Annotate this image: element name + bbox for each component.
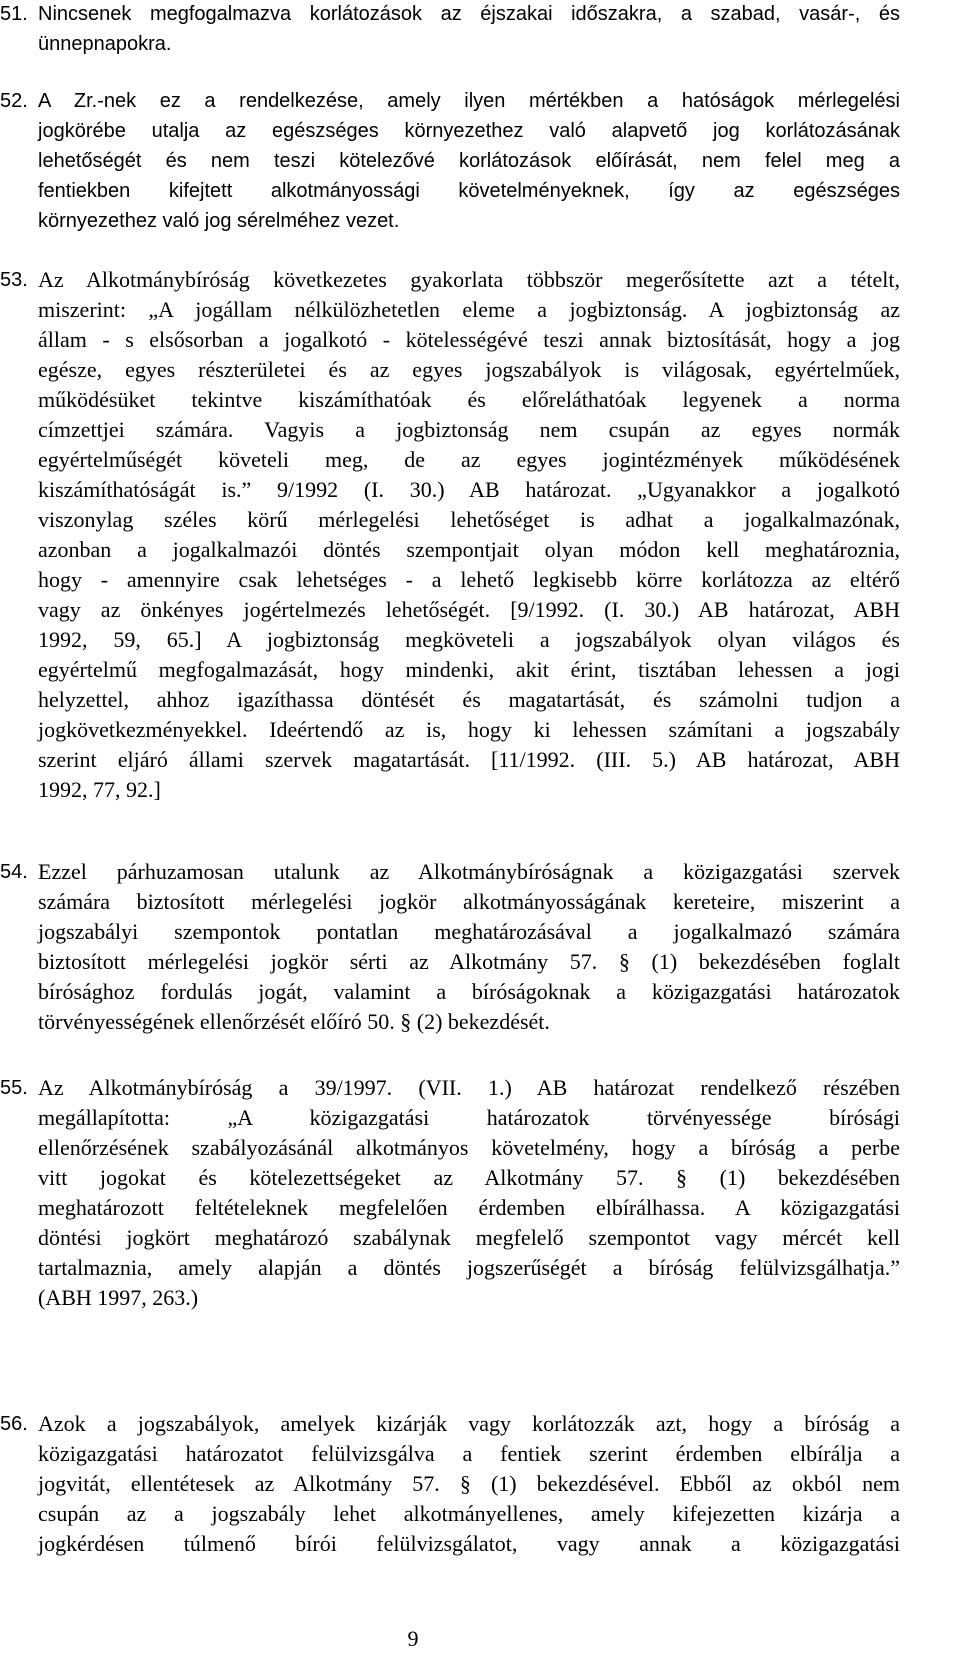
text-line: miszerint: „A jogállam nélkülözhetetlen eleme a jogbiztonság. A jogbiztonság az xyxy=(38,297,900,322)
text-line: egésze, egyes részterületei és az egyes jogszabályok is világosak, egyértelműek, xyxy=(38,357,900,382)
text-line: vagy az önkényes jogértelmezés lehetőségét. [9/1992. (I. 30.) AB határozat, ABH xyxy=(38,597,900,622)
text-line: hogy - amennyire csak lehetséges - a lehető legkisebb körre korlátozza az eltérő xyxy=(38,567,900,592)
text-line: kiszámíthatóságát is.” 9/1992 (I. 30.) AB határozat. „Ugyanakkor a jogalkotó xyxy=(38,477,900,502)
text-line: 1992, 59, 65.] A jogbiztonság megköveteli a jogszabályok olyan világos és xyxy=(38,627,900,652)
text-line: döntési jogkört meghatározó szabálynak megfelelő szempontot vagy mércét kell xyxy=(38,1225,900,1250)
text-line: állam - s elsősorban a jogalkotó - kötelességévé teszi annak biztosítását, hogy a jog xyxy=(38,327,900,352)
text-line: jogszabályi szempontok pontatlan meghatározásával a jogalkalmazó számára xyxy=(38,919,900,944)
paragraph-55 xyxy=(0,1073,900,1313)
text-line: ellenőrzésének szabályozásánál alkotmányos követelmény, hogy a bíróság a perbe xyxy=(38,1135,900,1160)
paragraph-number: 55. xyxy=(0,1077,28,1099)
text-line: címzettjei számára. Vagyis a jogbiztonság nem csupán az egyes normák xyxy=(38,417,900,442)
text-line: biztosított mérlegelési jogkör sérti az Alkotmány 57. § (1) bekezdésében foglalt xyxy=(38,949,900,974)
text-line: jogvitát, ellentétesek az Alkotmány 57. § (1) bekezdésével. Ebből az okból nem xyxy=(38,1471,900,1496)
text-line: Ezzel párhuzamosan utalunk az Alkotmánybíróságnak a közigazgatási szervek xyxy=(38,859,900,884)
text-line: A Zr.-nek ez a rendelkezése, amely ilyen mértékben a hatóságok mérlegelési xyxy=(38,90,900,112)
text-line: számára biztosított mérlegelési jogkör alkotmányosságának kereteire, miszerint a xyxy=(38,889,900,914)
text-line: Nincsenek megfogalmazva korlátozások az éjszakai időszakra, a szabad, vasár-, és xyxy=(38,3,900,25)
paragraph-number: 56. xyxy=(0,1413,28,1435)
text-line: jogkövetkezményekkel. Ideértendő az is, hogy ki lehessen számítani a jogszabály xyxy=(38,717,900,742)
page-number: 9 xyxy=(407,1626,419,1651)
text-line: egyértelműségét követeli meg, de az egyes jogintézmények működésének xyxy=(38,447,900,472)
text-line: vitt jogokat és kötelezettségeket az Alkotmány 57. § (1) bekezdésében xyxy=(38,1165,900,1190)
text-line: jogkérdésen túlmenő bírói felülvizsgálatot, vagy annak a közigazgatási xyxy=(38,1531,900,1556)
text-line: csupán az a jogszabály lehet alkotmányellenes, amely kifejezetten kizárja a xyxy=(38,1501,900,1526)
text-line: bírósághoz fordulás jogát, valamint a bíróságoknak a közigazgatási határozatok xyxy=(38,979,900,1004)
text-line: azonban a jogalkalmazói döntés szempontjait olyan módon kell meghatároznia, xyxy=(38,537,900,562)
paragraph-51 xyxy=(0,0,900,59)
text-line: meghatározott feltételeknek megfelelően érdemben elbírálhassa. A közigazgatási xyxy=(38,1195,900,1220)
text-line: (ABH 1997, 263.) xyxy=(38,1285,199,1310)
text-line: Az Alkotmánybíróság a 39/1997. (VII. 1.) AB határozat rendelkező részében xyxy=(38,1075,900,1100)
text-line: törvényességének ellenőrzését előíró 50. § (2) bekezdését. xyxy=(38,1009,550,1034)
text-line: fentiekben kifejtett alkotmányossági követelményeknek, így az egészséges xyxy=(38,180,900,202)
text-line: 1992, 77, 92.] xyxy=(38,777,161,802)
text-line: környezethez való jog sérelméhez vezet. xyxy=(38,210,400,232)
paragraph-number: 54. xyxy=(0,861,28,883)
text-line: ünnepnapokra. xyxy=(38,33,172,55)
text-line: egyértelmű megfogalmazását, hogy mindenki, akit érint, tisztában lehessen a jogi xyxy=(38,657,900,682)
paragraph-number: 51. xyxy=(0,3,28,25)
text-line: lehetőségét és nem teszi kötelezővé korlátozások előírását, nem felel meg a xyxy=(38,150,900,172)
text-line: szerint eljáró állami szervek magatartását. [11/1992. (III. 5.) AB határozat, ABH xyxy=(38,747,900,772)
text-line: tartalmaznia, amely alapján a döntés jogszerűségét a bíróság felülvizsgálhatja.” xyxy=(38,1255,900,1280)
text-line: megállapította: „A közigazgatási határozatok törvényessége bírósági xyxy=(38,1105,900,1130)
text-line: közigazgatási határozatot felülvizsgálva a fentiek szerint érdemben elbírálja a xyxy=(38,1441,900,1466)
paragraph-56 xyxy=(0,1409,900,1559)
text-line: működésüket tekintve kiszámíthatóak és előreláthatóak legyenek a norma xyxy=(38,387,900,412)
text-line: helyzettel, ahhoz igazíthassa döntését és magatartását, és számolni tudjon a xyxy=(38,687,900,712)
paragraph-number: 53. xyxy=(0,269,28,291)
paragraph-54 xyxy=(0,857,900,1037)
text-line: jogkörébe utalja az egészséges környezethez való alapvető jog korlátozásának xyxy=(38,120,900,142)
text-line: Az Alkotmánybíróság következetes gyakorlata többször megerősítette azt a tételt, xyxy=(38,267,900,292)
paragraph-number: 52. xyxy=(0,90,28,112)
text-line: Azok a jogszabályok, amelyek kizárják vagy korlátozzák azt, hogy a bíróság a xyxy=(38,1411,900,1436)
paragraph-53 xyxy=(0,265,900,805)
text-line: viszonylag széles körű mérlegelési lehetőséget is adhat a jogalkalmazónak, xyxy=(38,507,900,532)
paragraph-52 xyxy=(0,86,900,236)
